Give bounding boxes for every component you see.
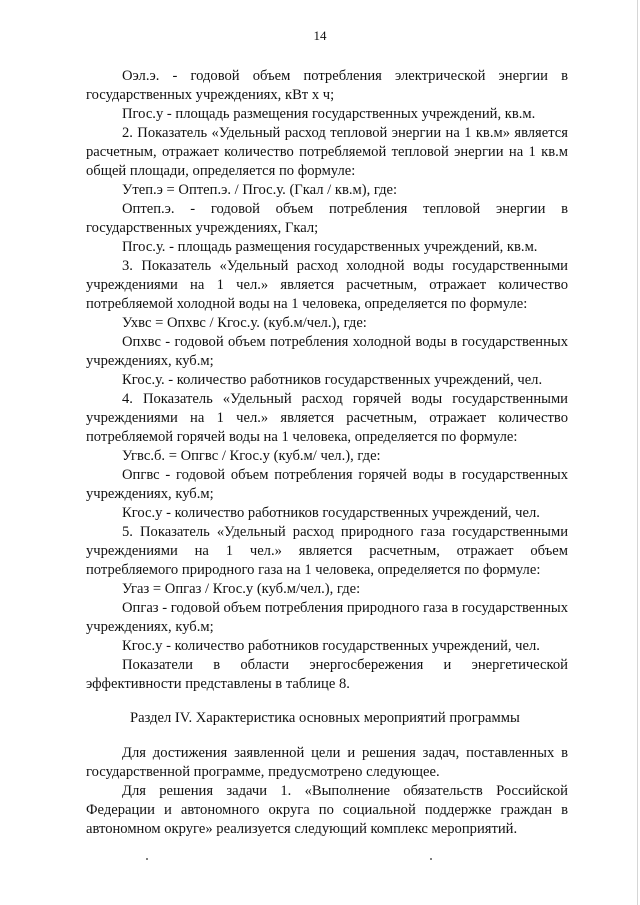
formula-ugvs: Угвс.б. = Опгвс / Кгос.у (куб.м/ чел.), где: (122, 448, 381, 464)
document-body (86, 67, 568, 839)
paragraph-def-ophvs: Опхвс - годовой объем потребления холодной воды в государственных учреждениях, куб.м; (86, 334, 568, 369)
paragraph-indicator-5: 5. Показатель «Удельный расход природного газа государственными учреждениями на 1 чел.» является расчетным, отражает объем потребляемого природного газа на 1 человека, определяется по формуле: (86, 524, 568, 578)
scan-edge-line (637, 0, 638, 905)
paragraph-def-kgos-2: Кгос.у - количество работников государственных учреждений, чел. (122, 505, 540, 521)
paragraph-def-pgos-2: Пгос.у. - площадь размещения государственных учреждений, кв.м. (122, 239, 538, 255)
section-heading: Раздел IV. Характеристика основных мероприятий программы (130, 710, 520, 726)
paragraph-table-reference: Показатели в области энергосбережения и энергетической эффективности представлены в таблице 8. (86, 657, 568, 692)
paragraph-goal: Для достижения заявленной цели и решения задач, поставленных в государственной программе, предусмотрено следующее. (86, 745, 568, 780)
paragraph-indicator-2: 2. Показатель «Удельный расход тепловой энергии на 1 кв.м» является расчетным, отражает количество потребляемой тепловой энергии на 1 кв.м общей площади, определяется по формуле: (86, 125, 568, 179)
paragraph-def-opteplo: Оптеп.э. - годовой объем потребления тепловой энергии в государственных учреждениях, Гкал; (86, 201, 568, 236)
scan-speck (430, 858, 432, 860)
formula-uhvs: Ухвс = Опхвс / Кгос.у. (куб.м/чел.), где: (122, 315, 367, 331)
paragraph-task-1: Для решения задачи 1. «Выполнение обязательств Российской Федерации и автономного округа по социальной поддержке граждан в автономном округе» реализуется следующий комплекс мероприятий. (86, 783, 568, 837)
page-number: 14 (313, 28, 327, 43)
paragraph-def-pgos: Пгос.у - площадь размещения государственных учреждений, кв.м. (122, 106, 536, 122)
scan-speck (146, 858, 148, 860)
paragraph-indicator-3: 3. Показатель «Удельный расход холодной воды государственными учреждениями на 1 чел.» является расчетным, отражает количество потребляемой холодной воды на 1 человека, определяется по формуле: (86, 258, 568, 312)
paragraph-def-oel: Оэл.э. - годовой объем потребления электрической энергии в государственных учреждениях, кВт х ч; (86, 68, 568, 103)
paragraph-def-kgos-3: Кгос.у - количество работников государственных учреждений, чел. (122, 638, 540, 654)
paragraph-indicator-4: 4. Показатель «Удельный расход горячей воды государственными учреждениями на 1 чел.» является расчетным, отражает количество потребляемой горячей воды на 1 человека, определяется по формуле: (86, 391, 568, 445)
formula-uteplo: Утеп.э = Оптеп.э. / Пгос.у. (Гкал / кв.м), где: (122, 182, 398, 198)
paragraph-def-opgvs: Опгвс - годовой объем потребления горячей воды в государственных учреждениях, куб.м; (86, 467, 568, 502)
formula-ugaz: Угаз = Опгаз / Кгос.у (куб.м/чел.), где: (122, 581, 361, 597)
paragraph-def-opgaz: Опгаз - годовой объем потребления природного газа в государственных учреждениях, куб.м; (86, 600, 568, 635)
paragraph-def-kgos: Кгос.у. - количество работников государственных учреждений, чел. (122, 372, 543, 388)
